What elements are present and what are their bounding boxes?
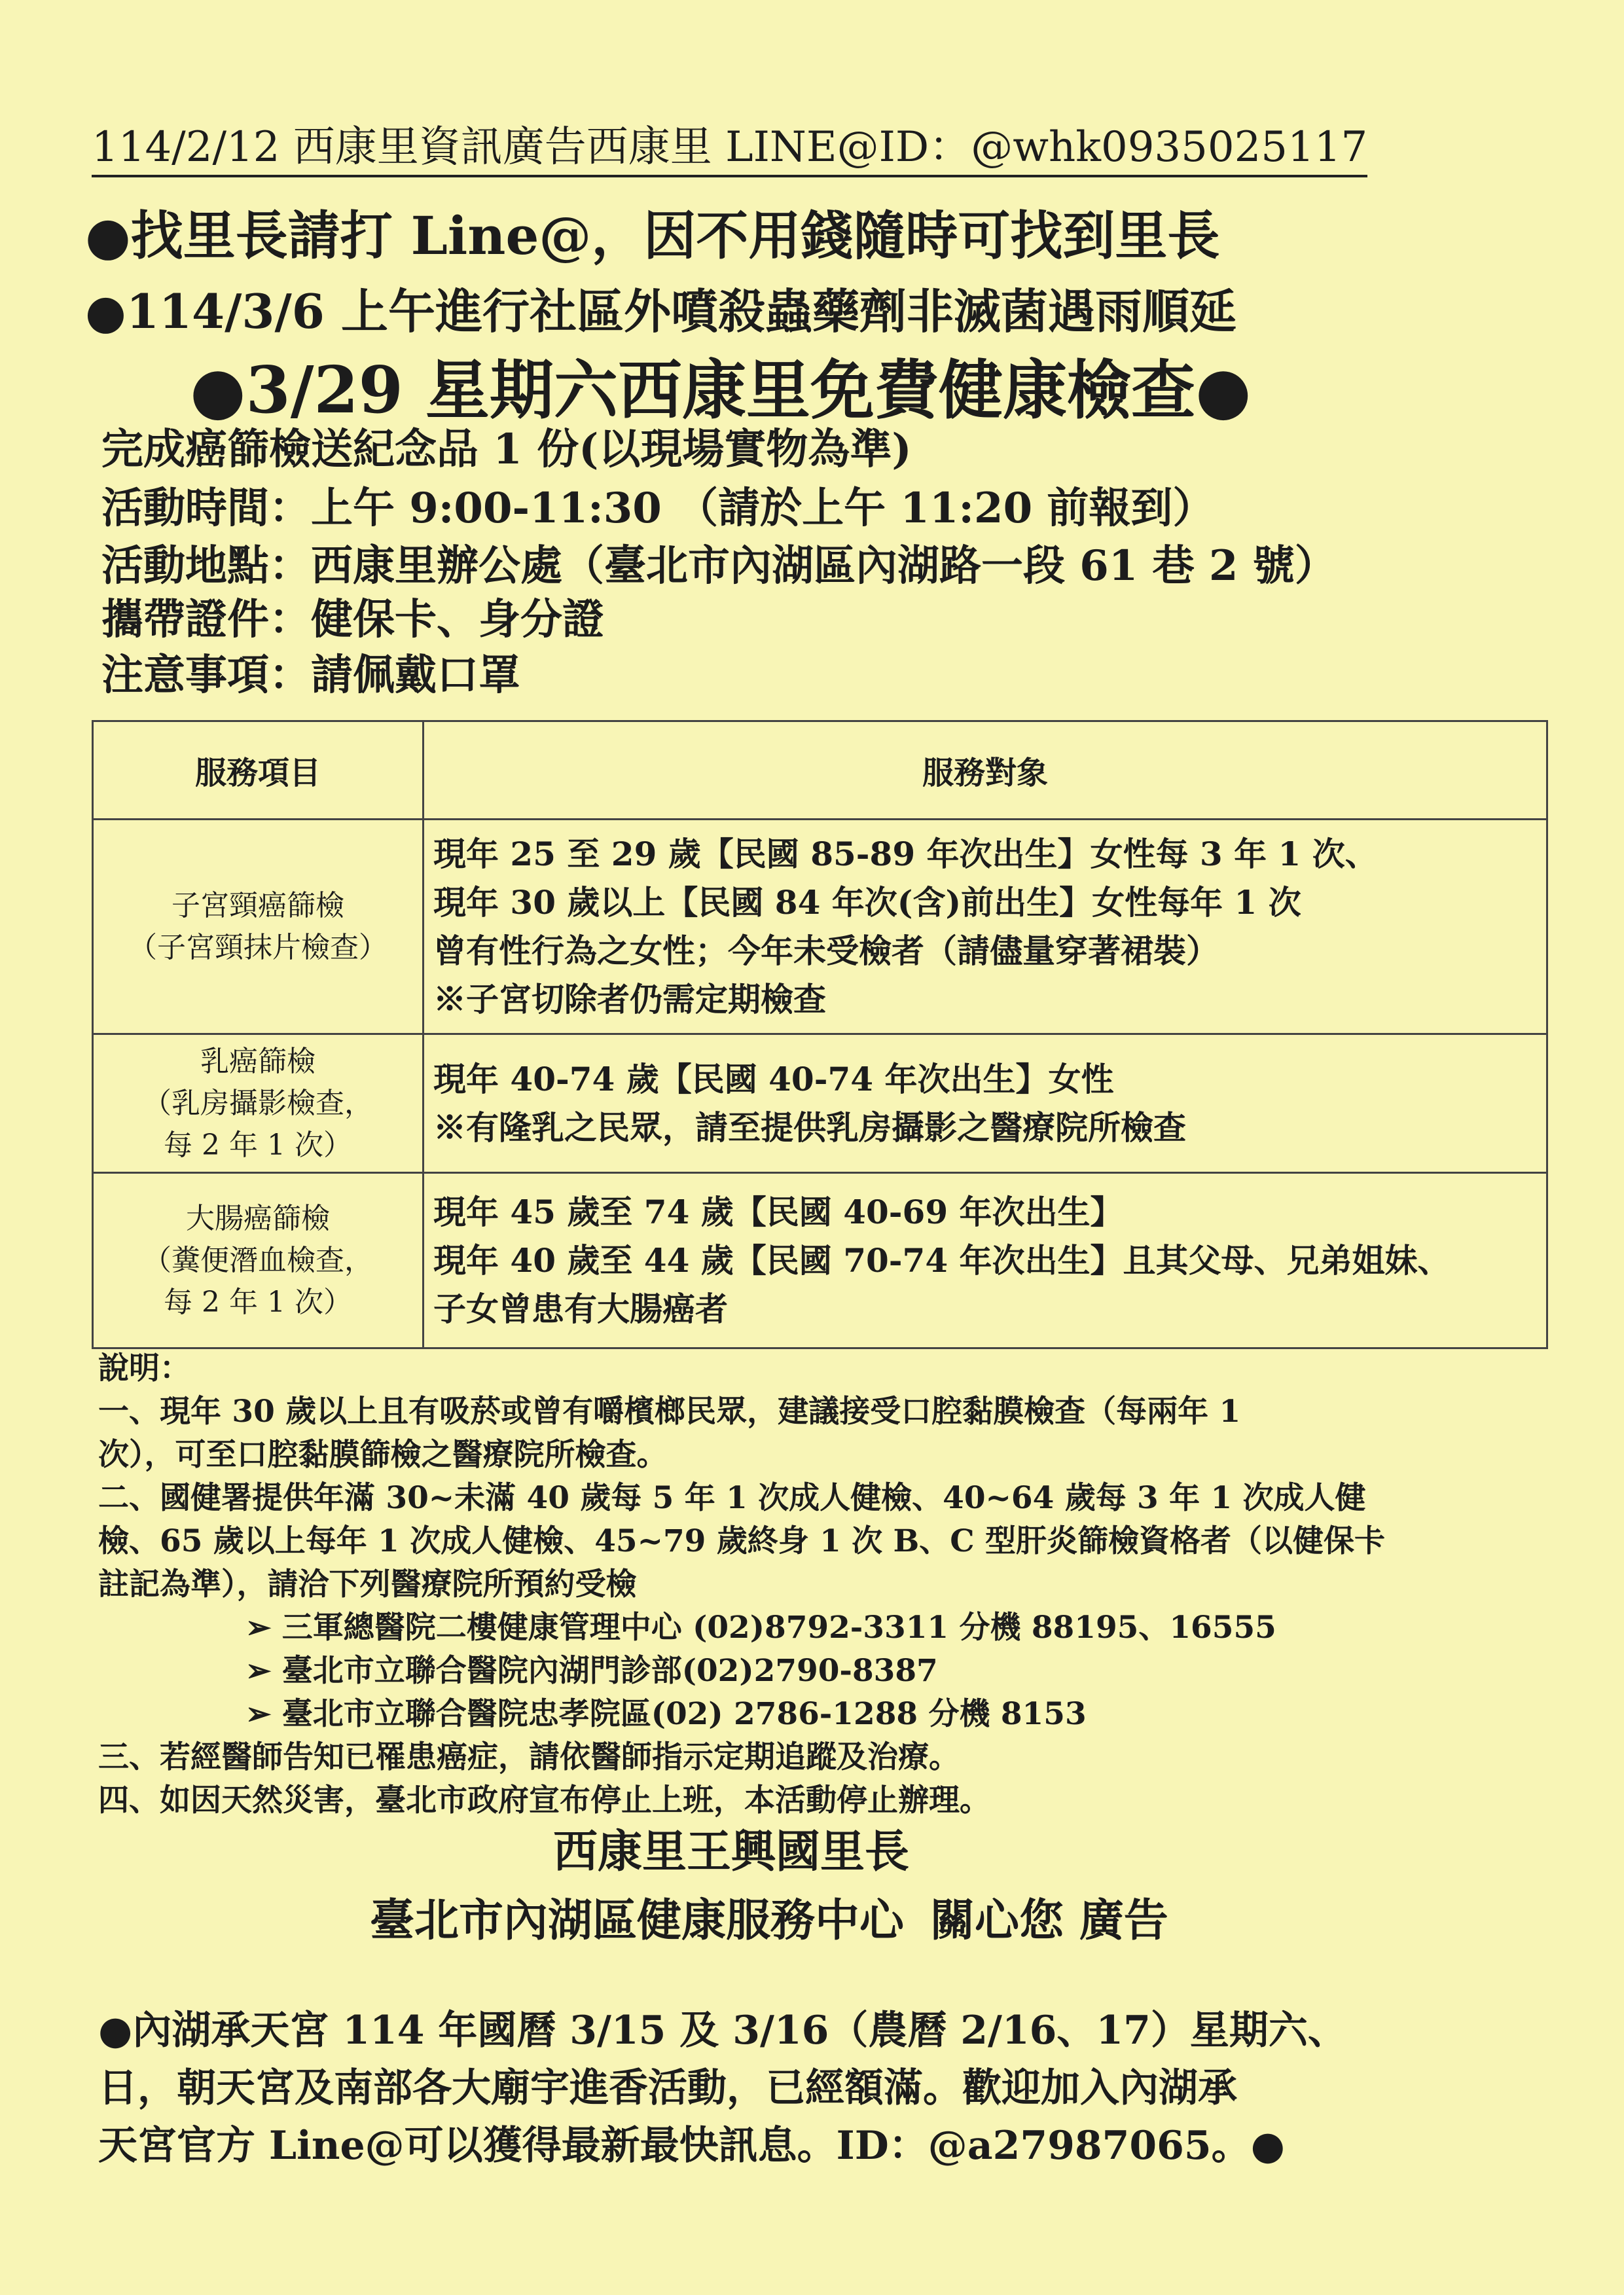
hospital-zhongxiao-branch: ➢ 臺北市立聯合醫院忠孝院區(02) 2786-1288 分機 8153 xyxy=(245,1696,1087,1732)
row-targets-colorectal: 現年 45 歲至 74 歲【民國 40-69 年次出生】 現年 40 歲至 44 歲【民國 70-74 年次出生】且其父母、兄弟姐妹、 子女曾患有大腸癌者 xyxy=(424,1173,1547,1348)
table-row xyxy=(93,1173,1547,1348)
note-adult-checkup: 二、國健署提供年滿 30~未滿 40 歲每 5 年 1 次成人健檢、40~64 歲每 3 年 1 次成人健 xyxy=(98,1480,1366,1516)
note-oral-check: 一、現年 30 歲以上且有吸菸或曾有嚼檳榔民眾，建議接受口腔黏膜檢查（每兩年 1 xyxy=(98,1394,1241,1430)
note-adult-checkup-cont: 檢、65 歲以上每年 1 次成人健檢、45~79 歲終身 1 次 B、C 型肝炎篩檢資格者（以健保卡 xyxy=(98,1523,1386,1559)
notes-section xyxy=(98,1347,1385,1822)
row-category-colorectal: 大腸癌篩檢 （糞便潛血檢查， 每 2 年 1 次） xyxy=(93,1173,424,1348)
header-service-item: 服務項目 xyxy=(93,721,424,820)
note-oral-check-cont: 次），可至口腔黏膜篩檢之醫療院所檢查。 xyxy=(98,1437,668,1473)
row-targets-cervical: 現年 25 至 29 歲【民國 85-89 年次出生】女性每 3 年 1 次、 現年 30 歲以上【民國 84 年次(含)前出生】女性每年 1 次 曾有性行為之女性；今年未受檢者（請儘量穿著裙裝） ※子宮切除者仍需定期檢查 xyxy=(424,820,1547,1034)
row-category-breast: 乳癌篩檢 （乳房攝影檢查， 每 2 年 1 次） xyxy=(93,1034,424,1173)
note-disaster: 四、如因天然災害，臺北市政府宣布停止上班，本活動停止辦理。 xyxy=(98,1782,990,1818)
signature-chief: 西康里王興國里長 xyxy=(553,1826,910,1878)
header-line: 114/2/12 西康里資訊廣告西康里 LINE@ID：@whk0935025117 xyxy=(92,121,1367,177)
header-service-target: 服務對象 xyxy=(424,721,1547,820)
row-targets-breast: 現年 40-74 歲【民國 40-74 年次出生】女性 ※有隆乳之民眾，請至提供乳房攝影之醫療院所檢查 xyxy=(424,1034,1547,1173)
table-row xyxy=(93,820,1547,1034)
bullet-pesticide-spraying: ●114/3/6 上午進行社區外噴殺蟲藥劑非滅菌遇雨順延 xyxy=(85,283,1236,339)
hospital-neihu-branch: ➢ 臺北市立聯合醫院內湖門診部(02)2790-8387 xyxy=(245,1653,938,1689)
event-place: 活動地點：西康里辦公處（臺北市內湖區內湖路一段 61 巷 2 號） xyxy=(101,541,1337,590)
service-table xyxy=(92,720,1548,1349)
hospital-tri-service: ➢ 三軍總醫院二樓健康管理中心 (02)8792-3311 分機 88195、16555 xyxy=(245,1610,1276,1646)
note-followup: 三、若經醫師告知已罹患癌症，請依醫師指示定期追蹤及治療。 xyxy=(98,1739,960,1775)
table-header-row xyxy=(93,721,1547,820)
gift-info: 完成癌篩檢送紀念品 1 份(以現場實物為準) xyxy=(101,425,912,474)
table-row xyxy=(93,1034,1547,1173)
attention-note: 注意事項：請佩戴口罩 xyxy=(101,651,520,700)
temple-notice: ●內湖承天宮 114 年國曆 3/15 及 3/16（農曆 2/16、17）星期六、 日，朝天宮及南部各大廟宇進香活動，已經額滿。歡迎加入內湖承 天宮官方 Line@可以獲得最新最快訊息。ID：@a27987065。● xyxy=(98,2008,1347,2169)
row-category-cervical: 子宮頸癌篩檢 （子宮頸抹片檢查） xyxy=(93,820,424,1034)
bullet-contact-chief: ●找里長請打 Line@，因不用錢隨時可找到里長 xyxy=(85,205,1220,266)
required-documents: 攜帶證件：健保卡、身分證 xyxy=(101,595,604,644)
note-adult-checkup-cont2: 註記為準），請洽下列醫療院所預約受檢 xyxy=(98,1566,637,1602)
event-title: ●3/29 星期六西康里免費健康檢查● xyxy=(190,353,1252,428)
notes-label: 說明： xyxy=(98,1350,190,1386)
signature-health-center: 臺北市內湖區健康服務中心 關心您 廣告 xyxy=(370,1894,1168,1947)
event-time: 活動時間：上午 9:00-11:30 （請於上午 11:20 前報到） xyxy=(101,484,1215,533)
